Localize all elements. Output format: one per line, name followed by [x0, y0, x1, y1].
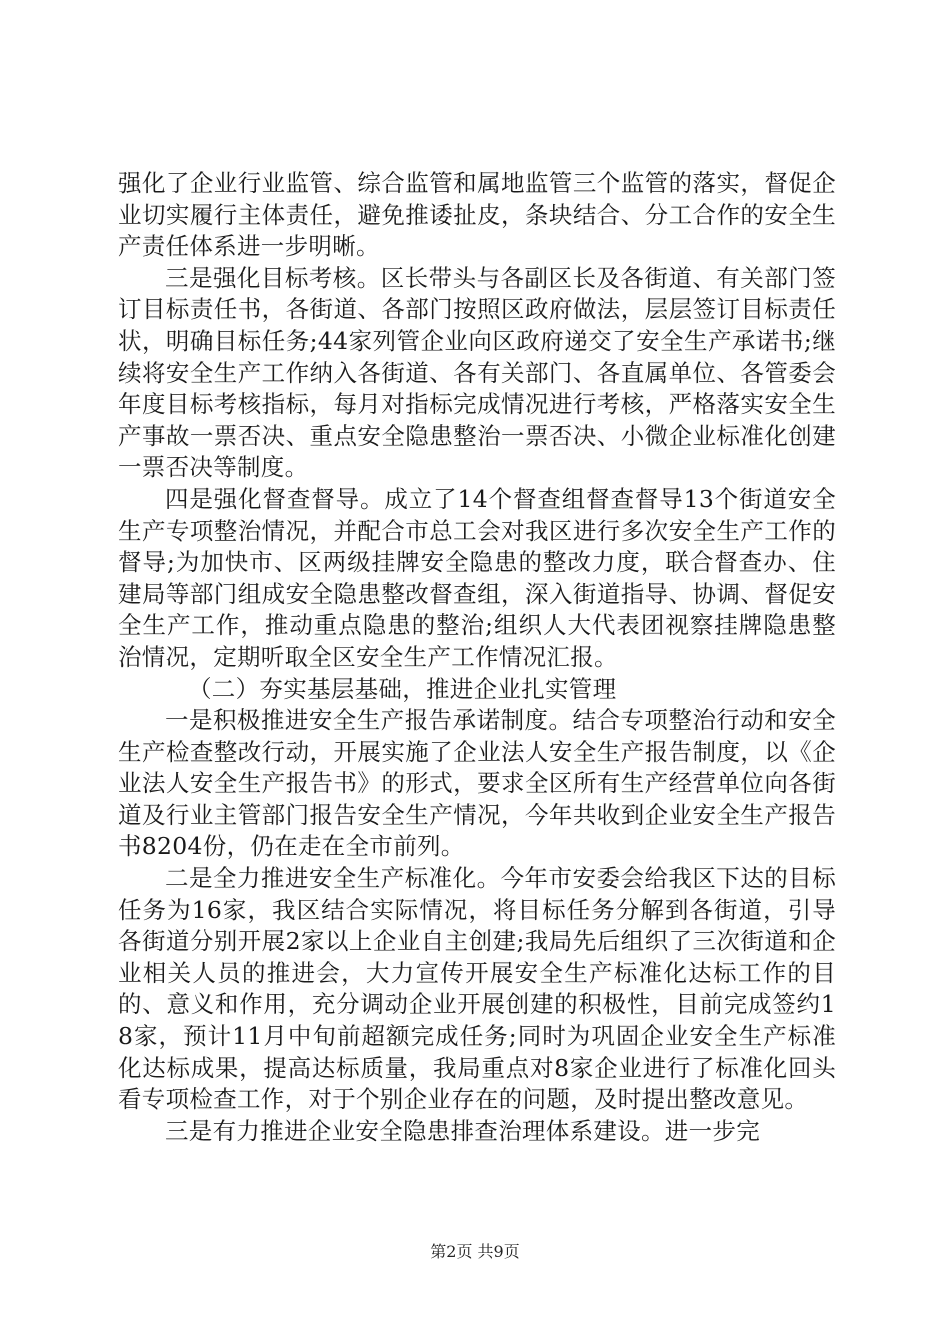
document-body [118, 168, 836, 1147]
paragraph-supervision: 四是强化督查督导。成立了14个督查组督查督导13个街道安全生产专项整治情况，并配合市总工会对我区进行多次安全生产工作的督导;为加快市、区两级挂牌安全隐患的整改力度，联合督查办、住建局等部门组成安全隐患整改督查组，深入街道指导、协调、督促安全生产工作，推动重点隐患的整治;组织人大代表团视察挂牌隐患整治情况，定期听取全区安全生产工作情况汇报。 [118, 484, 836, 671]
section-heading: （二）夯实基层基础，推进企业扎实管理 [188, 674, 617, 703]
page-number-footer: 第2页 共9页 [430, 1242, 520, 1261]
paragraph-report-commitment: 一是积极推进安全生产报告承诺制度。结合专项整治行动和安全生产检查整改行动，开展实施了企业法人安全生产报告制度，以《企业法人安全生产报告书》的形式，要求全区所有生产经营单位向各街道及行业主管部门报告安全生产情况，今年共收到企业安全生产报告书8204份，仍在走在全市前列。 [118, 706, 836, 861]
paragraph-standardization: 二是全力推进安全生产标准化。今年市安委会给我区下达的目标任务为16家，我区结合实际情况，将目标任务分解到各街道，引导各街道分别开展2家以上企业自主创建;我局先后组织了三次街道和企业相关人员的推进会，大力宣传开展安全生产标准化达标工作的目的、意义和作用，充分调动企业开展创建的积极性，目前完成签约18家，预计11月中旬前超额完成任务;同时为巩固企业安全生产标准化达标成果，提高达标质量，我局重点对8家企业进行了标准化回头看专项检查工作，对于个别企业存在的问题，及时提出整改意见。 [118, 864, 836, 1114]
paragraph-hazard-system: 三是有力推进企业安全隐患排查治理体系建设。进一步完 [165, 1116, 760, 1145]
paragraph-target-assessment: 三是强化目标考核。区长带头与各副区长及各街道、有关部门签订目标责任书，各街道、各部门按照区政府做法，层层签订目标责任状，明确目标任务;44家列管企业向区政府递交了安全生产承诺书;继续将安全生产工作纳入各街道、各有关部门、各直属单位、各管委会年度目标考核指标，每月对指标完成情况进行考核，严格落实安全生产事故一票否决、重点安全隐患整治一票否决、小微企业标准化创建一票否决等制度。 [118, 263, 836, 482]
paragraph-continuation: 强化了企业行业监管、综合监管和属地监管三个监管的落实，督促企业切实履行主体责任，避免推诿扯皮，条块结合、分工合作的安全生产责任体系进一步明晰。 [118, 169, 836, 261]
